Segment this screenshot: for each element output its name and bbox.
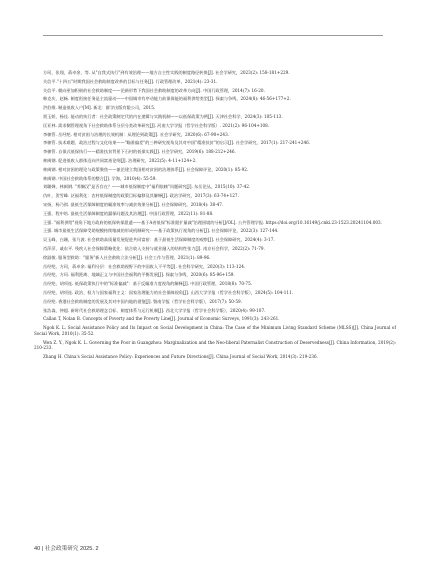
reference-item: 贾玉娇，杨佳. 能动的执行者：社会政策制定代的内在逻辑与实践机制——以低保政策为例[J]. 天津社会科学，2024(3): 105-113. (43, 113, 283, 119)
reference-item: 林闽钢. 促进低收入群体迈向共同富裕论纲[J]. 治理研究，2022(5): 4-11+124+2. (43, 157, 197, 163)
header-rule (43, 35, 383, 36)
reference-item: 李棉管. 技术难题、政治过程与文化结果——"瞄准偏差"的三种研究视角及其对中国"精准扶贫"的启示[J]. 社会学研究，2017(1): 217-241+246. (43, 140, 311, 146)
footer-separator: | (41, 546, 44, 552)
page-footer (34, 544, 99, 552)
reference-item: 宋扬，杨乃祺. 最低生活保障制度的瞄准效率与减贫效果分析[J]. 社会保障研究，2018(4): 38-47. (43, 201, 224, 207)
reference-item: 李棉管. 岳经纶. 相对贫困与治理的长效机制：从理论到政策[J]. 社会学研究，2020(6): 67-90+243. (43, 131, 230, 137)
reference-item: Zhang H. China's Social Assistance Policy: Experiences and Future Directions[J]. China Journal of Social Work, 2014(3): 219-236. (43, 354, 318, 360)
reference-item: Wen Z. Y., Ngok K. L. Governing the Poor in Guangzhou: Marginalization and the Neo-liberal Paternalist Construction of Deservedness[J]. China Information, 2019(2): 210-233. (34, 339, 396, 351)
reference-item: 关信平. 朝向更加积极的社会救助制度——论新形势下我国社会救助制度的改革方向[J]. 中国行政管理，2014(7): 16-20. (43, 87, 265, 93)
reference-item: 刘璐婵，林闽钢. "养懒汉"是否存在？——城市低保制度中"福利依赖"问题研究[J]. 东岳论丛，2015(10): 37-42. (43, 184, 251, 190)
reference-item: Ngok K. L. Social Assistance Policy and Its Impact on Social Development in China: The Case of the Minimum Living Standard Scheme (MLSS)[J]. China Journal of Social Work, 2010(1): 35-52. (34, 325, 396, 336)
reference-item: 仇叶，贺雪峰. 泛福利化：农村低保制度的政策目标偏移及其解释[J]. 政治学研究，2017(3): 63-74+127. (43, 193, 239, 199)
reference-item: 林闽钢. 中国社会救助体系的整合[J]. 学海，2010(4): 55-59. (43, 175, 157, 181)
reference-item: 王强. "福利供给"视角下地方政府的低保转保派遣——基于A省低保"标准限扩量减"治理困境的分析[J/OL]. 公共管理学报. https://doi.org/10.16149/j.cnki.23-1523.20241104.003. (43, 219, 382, 225)
reference-list (34, 70, 396, 363)
reference-item: 匡亚林. 需求侧管理视角下社会救助体系分层分类改革研究[J]. 河南大学学报（哲学社会科学版）. 2021(2): 96-104+108. (43, 122, 270, 128)
reference-item: 岳经纶，方珂. 福利距离、地域正义与中国社会福利的平衡发展[J]. 探索与争鸣，2020(6): 85-96+159. (43, 272, 235, 278)
reference-item: 张浩淼，仲超. 新时代社会救助理念目标、制度体系与运行机制[J]. 西北大学学报（哲学社会科学版），2020(4): 99-107. (43, 307, 266, 313)
issue-number: 2025. 2 (79, 546, 99, 552)
reference-item: 徐淑敏. 服务型救助："服务"新人社会救助立法分析[J]. 社会工作与管理，2021(1): 89-96. (43, 254, 211, 260)
reference-item: 李棉管. 自保式低保执行——精准扶贫背景下石村的低保实践[J]. 社会学研究，2019(6): 188-212+246. (43, 149, 236, 155)
reference-item: 方珂，张翔，蒋卓余，等. 从"自我式执行"到有效治理——地方自主性实践的制度路径转换[J]. 社会学研究，2023(2): 158-181+229. (43, 70, 290, 75)
reference-item: 吴玉峰，白珊，张乃波. 社会救助高质量发展促进共同富裕：基于最低生活保障制度的观察[J]. 社会保障研究，2024(4): 3-17. (43, 237, 275, 243)
reference-item: 肖萍萍，戚东平. 残疾人社会保障策略优化：依合收入支持与就业融入的结构性张力[J]. 南京社会科学，2022(2): 71-79. (43, 245, 265, 251)
journal-name: 社会政策研究 (44, 546, 79, 552)
reference-item: 岳经纶，胡项连. 低保政策执行中的"标准偏减"：基于反瞄准力度视角的解释[J]. 中国行政管理，2018(8): 70-75. (43, 281, 253, 287)
reference-item: 王强，程中培. 最低生活保障制度的漏保问题及其治理[J]. 中国行政管理，2022(11): 81-88. (43, 210, 214, 216)
reference-item: 关信平."十四五"时期我国社会救助制度改革的目标与任务[J]. 行政管理改革，2021(4): 23-31. (43, 78, 218, 84)
reference-item: 林闽钢. 相对贫困的理论与政策聚焦——兼论建立我国相对贫困的治理体系[J]. 社会保障评论，2020(1): 85-92. (43, 166, 249, 172)
reference-item: 岳经纶，方珂，蒋卓余. 福利分层：社会救助视野下的中国收入不平等[J]. 社会科学研究，2020(3): 113-124. (43, 263, 246, 269)
reference-item: Callan T, Nolan B. Concepts of Poverty and the Poverty Line[J]. Journal of Economic Surveys, 1991(3): 243-261. (43, 316, 280, 322)
reference-item: 王强. 城市最低生活保障受助规模持续缩减的形成机制研究——基于政策执行视角的分析[J]. 社会保障评论，2022(3): 127-144. (43, 228, 279, 234)
reference-item: 韩克庆，赵畅. 制度衔接任务是主流驱动——中国城市有序动能力前保保能的福利供给类型[J]. 探索与争鸣，2024(8): 46-56+177+2. (43, 96, 291, 102)
reference-item: 岳经纶. 香港社会救助制度的发展及其对中国内地的借鉴[J]. 暨南学报（哲学社会科学版），2017(7): 50-59. (43, 298, 242, 304)
reference-item: 洪伯维. 制造低收入户[M]. 新北：群学出版有限公司，2015. (43, 105, 156, 111)
reference-item: 岳经纶，胡项连. 政治、权力与国家福利主义：国家治理能力的社会保障视角[J]. 山西大学学报（哲学社会科学版），2024(5): 104-111. (43, 289, 294, 295)
page-number: 40 (34, 546, 41, 552)
